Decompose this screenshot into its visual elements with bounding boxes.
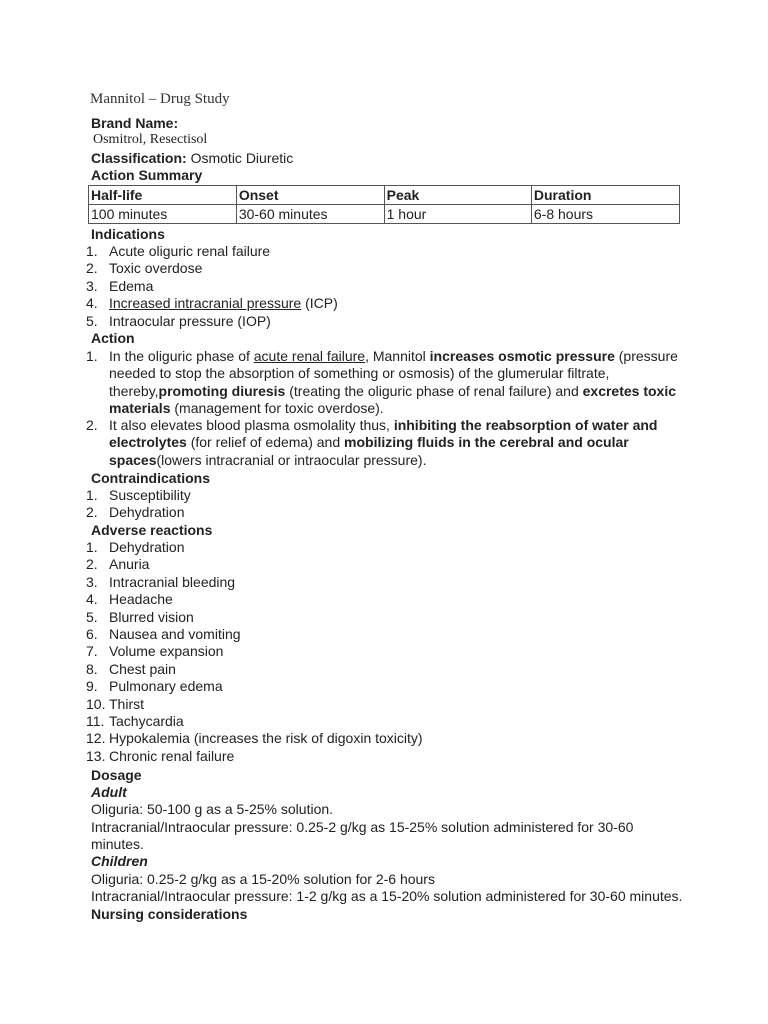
children-dose-1: Oliguria: 0.25-2 g/kg as a 15-20% solution for 2-6 hours: [91, 871, 435, 887]
list-item: 6. Nausea and vomiting: [86, 626, 241, 643]
acute-renal-failure-link[interactable]: acute renal failure: [253, 348, 366, 364]
table-row: [89, 205, 680, 224]
list-item: 3. Intracranial bleeding: [86, 573, 236, 590]
indications-heading: Indications: [91, 226, 165, 242]
page-title: Mannitol – Drug Study: [90, 91, 230, 107]
action-paragraph-1: 1. In the oliguric phase of acute renal failure, Mannitol increases osmotic pressure (pressure needed to stop the absorption of something or osmosis) of the glumerular filtrate, thereby,promoting diuresis (treating the oliguric phase of renal failure) and excretes toxic materials (management for toxic overdose).: [86, 348, 678, 417]
list-item: 4. Increased intracranial pressure (ICP): [86, 295, 338, 312]
adult-dose-1: Oliguria: 50-100 g as a 5-25% solution.: [91, 801, 334, 817]
brand-label: Brand Name:: [91, 115, 179, 131]
list-item: 2. Dehydration: [86, 504, 185, 521]
list-item: 1. Acute oliguric renal failure: [86, 243, 271, 259]
contraindications-list: [86, 487, 191, 522]
adverse-list: [86, 539, 423, 765]
children-dose-2: Intracranial/Intraocular pressure: 1-2 g/kg as a 15-20% solution administered for 30-60 minutes.: [91, 888, 683, 904]
list-item: 8. Chest pain: [86, 660, 176, 677]
dosage-heading: Dosage: [91, 767, 142, 783]
table-header-cell: Onset: [236, 186, 384, 205]
list-item: 4. Headache: [86, 591, 173, 608]
adult-dose-2-cont: minutes.: [91, 836, 144, 852]
icp-link[interactable]: Increased intracranial pressure: [109, 295, 302, 312]
table-cell: 1 hour: [384, 205, 531, 224]
table-cell: 30-60 minutes: [236, 205, 384, 224]
table-cell: 6-8 hours: [531, 205, 679, 224]
table-header-cell: Half-life: [89, 186, 237, 205]
list-item: 13. Chronic renal failure: [86, 747, 235, 764]
list-item: 3. Edema: [86, 277, 154, 294]
list-item: 9. Pulmonary edema: [86, 678, 223, 695]
table-header-row: [89, 186, 680, 205]
list-item: 5. Intraocular pressure (IOP): [86, 312, 271, 329]
classification-line: [91, 150, 293, 167]
action-paragraph-2: 2. It also elevates blood plasma osmolality thus, inhibiting the reabsorption of water and electrolytes (for relief of edema) and mobilizing fluids in the cerebral and ocular spaces(lowers intracranial or intraocular pressure).: [86, 417, 658, 468]
table-header-cell: Duration: [531, 186, 679, 205]
list-item: 11. Tachycardia: [86, 713, 184, 730]
table-cell: 100 minutes: [89, 205, 237, 224]
nursing-heading: Nursing considerations: [91, 906, 248, 922]
adult-dose-2: Intracranial/Intraocular pressure: 0.25-2 g/kg as 15-25% solution administered for 30-60: [91, 819, 634, 835]
contraindications-heading: Contraindications: [91, 470, 211, 486]
table-header-cell: Peak: [384, 186, 531, 205]
list-item: 12. Hypokalemia (increases the risk of digoxin toxicity): [86, 730, 423, 747]
classification-label: Classification:: [91, 150, 187, 166]
brand-value: Osmitrol, Resectisol: [93, 132, 208, 147]
adult-label: Adult: [91, 784, 127, 800]
classification-value: Osmotic Diuretic: [186, 150, 294, 166]
list-item: 1. Susceptibility: [86, 487, 191, 503]
children-label: Children: [91, 853, 148, 869]
list-item: 2. Toxic overdose: [86, 260, 203, 277]
list-item: 2. Anuria: [86, 556, 150, 573]
list-item: 1. Dehydration: [86, 539, 185, 555]
list-item: 7. Volume expansion: [86, 643, 224, 660]
list-item: 10. Thirst: [86, 695, 144, 712]
adverse-heading: Adverse reactions: [91, 522, 213, 538]
list-item: 5. Blurred vision: [86, 608, 194, 625]
action-heading: Action: [91, 330, 135, 346]
indications-list: [86, 243, 338, 330]
action-summary-table: [88, 185, 680, 224]
action-summary-heading: Action Summary: [91, 167, 203, 183]
